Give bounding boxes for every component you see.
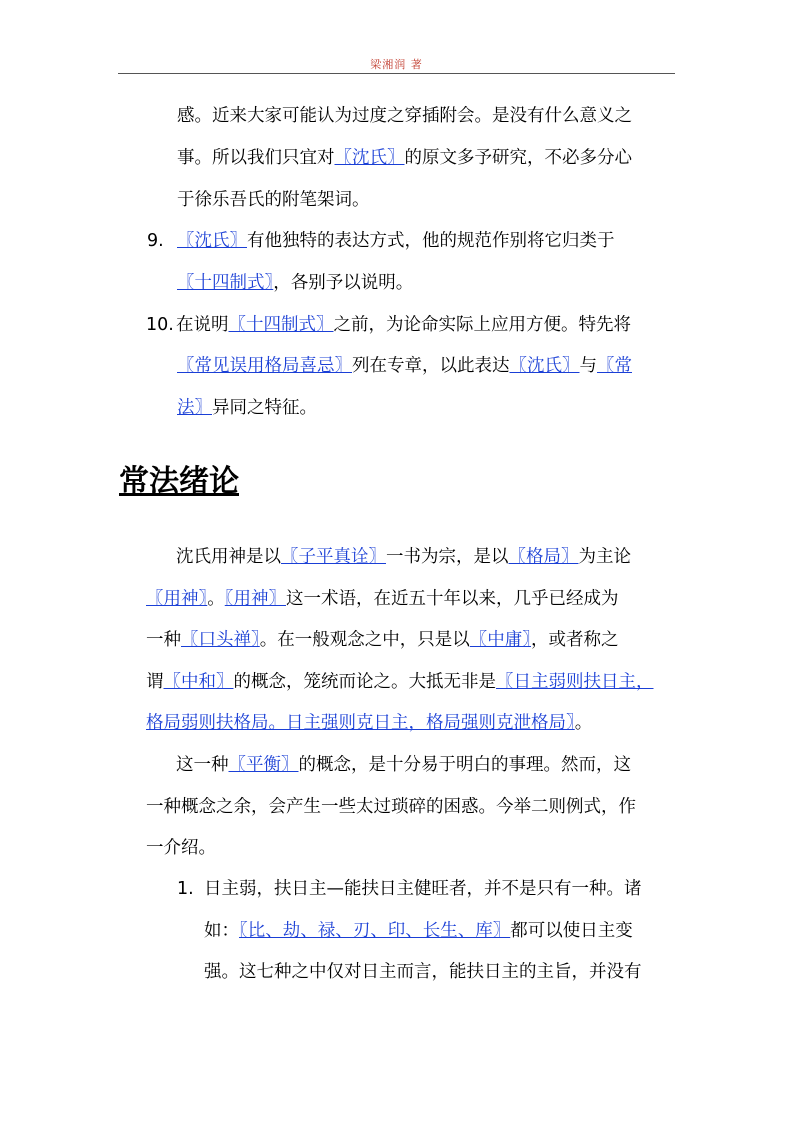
text-span: 有他独特的表达方式，他的规范作别将它归类于: [247, 231, 615, 251]
text-span: 这一种: [176, 755, 229, 775]
text-line: 日主弱，扶日主—能扶日主健旺者，并不是只有一种。诸: [204, 879, 642, 899]
text-line: [176, 753, 631, 777]
rizhu-rule-link[interactable]: 格局弱则扶格局。日主强则克日主，格局强则克泄格局〗: [146, 713, 575, 733]
list-number: 10.: [146, 315, 174, 335]
text-span: 。: [574, 713, 593, 733]
text-span: 谓: [146, 672, 164, 692]
text-line: 一种概念之余，会产生一些太过琐碎的困惑。今举二则例式，作: [146, 797, 636, 817]
text-line: [177, 271, 413, 295]
page-header: 梁湘润 著: [370, 58, 423, 71]
header-rule: [118, 73, 675, 74]
text-line: [177, 229, 615, 253]
text-span: 一书为宗，是以: [386, 547, 509, 567]
text-span: 为主论: [578, 547, 631, 567]
fourteen-styles-link[interactable]: 〖十四制式〗: [228, 315, 334, 335]
text-span: 沈氏用神是以: [176, 547, 281, 567]
text-span: 的概念，笼统而论之。大抵无非是: [233, 672, 496, 692]
zhongyong-link[interactable]: 〖中庸〗: [469, 630, 531, 650]
section-heading: 常法绪论: [119, 464, 239, 499]
text-line: [177, 354, 632, 378]
ziping-zhenquan-link[interactable]: 〖子平真诠〗: [281, 547, 386, 567]
text-span: 都可以使日主变: [510, 921, 633, 941]
text-span: 之前，为论命实际上应用方便。特先将: [333, 315, 631, 335]
shenshi-link[interactable]: 〖沈氏〗: [334, 148, 405, 168]
text-line: [176, 545, 631, 569]
text-span: 在说明: [176, 315, 229, 335]
changfa-link[interactable]: 〖常: [597, 356, 632, 376]
text-span: 的原文多予研究，不必多分心: [404, 148, 632, 168]
text-span: 一种: [146, 630, 181, 650]
fourteen-styles-link[interactable]: 〖十四制式〗: [177, 273, 274, 293]
text-line: 强。这七种之中仅对日主而言，能扶日主的主旨，并没有: [204, 962, 642, 982]
yongshen-link[interactable]: 〖用神〗: [224, 589, 286, 609]
changfa-link[interactable]: 法〗: [177, 398, 212, 418]
text-line: [176, 313, 631, 337]
text-span: 事。所以我们只宜对: [177, 148, 335, 168]
bijie-list-link[interactable]: 〖比、劫、禄、刃、印、长生、库〗: [239, 921, 511, 941]
text-span: 如：: [204, 921, 239, 941]
list-number: 9.: [147, 231, 164, 251]
text-span: 。在一般观念之中，只是以: [259, 630, 470, 650]
text-span: ，各别予以说明。: [273, 273, 414, 293]
text-span: 的概念，是十分易于明白的事理。然而，这: [298, 755, 631, 775]
geju-link[interactable]: 〖格局〗: [508, 547, 579, 567]
koutouchan-link[interactable]: 〖口头禅〗: [181, 630, 260, 650]
text-span: 异同之特征。: [212, 398, 317, 418]
yongshen-link[interactable]: 〖用神〗: [146, 589, 208, 609]
list-number: 1.: [177, 879, 194, 899]
common-patterns-link[interactable]: 〖常见误用格局喜忌〗: [177, 356, 352, 376]
text-span: 这一术语，在近五十年以来，几乎已经成为: [286, 589, 619, 609]
text-line: [177, 396, 317, 420]
text-line: [177, 146, 632, 170]
text-line: [146, 711, 592, 735]
text-line: 于徐乐吾氏的附笔架词。: [177, 190, 370, 210]
pingheng-link[interactable]: 〖平衡〗: [228, 755, 299, 775]
text-span: ，或者称之: [531, 630, 619, 650]
shenshi-link[interactable]: 〖沈氏〗: [509, 356, 580, 376]
text-span: 列在专章，以此表达: [352, 356, 510, 376]
text-span: 与: [579, 356, 597, 376]
text-line: [204, 919, 633, 943]
shenshi-link[interactable]: 〖沈氏〗: [177, 231, 247, 251]
text-span: 。: [207, 589, 225, 609]
text-line: [146, 628, 619, 652]
text-line: 感。近来大家可能认为过度之穿插附会。是没有什么意义之: [177, 106, 632, 126]
text-line: 一介绍。: [146, 838, 216, 858]
zhonghe-link[interactable]: 〖中和〗: [163, 672, 234, 692]
text-line: [146, 587, 619, 611]
text-line: [146, 670, 654, 694]
rizhu-rule-link[interactable]: 〖日主弱则扶日主，: [496, 672, 654, 692]
